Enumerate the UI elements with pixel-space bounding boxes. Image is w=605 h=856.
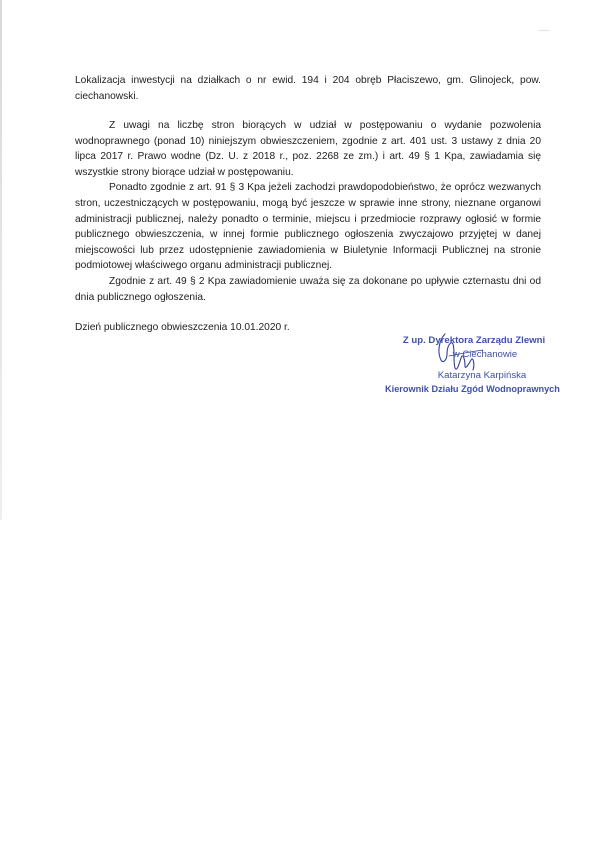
stamp-signatory-title: Kierownik Działu Zgód Wodnoprawnych [385, 383, 560, 394]
stamp-city-line: w Ciechanowie [452, 348, 518, 360]
notice-body [75, 118, 541, 305]
scan-edge-shadow [0, 0, 2, 520]
notice-paragraph-unknown-parties: Ponadto zgodnie z art. 91 § 3 Kpa jeżeli zachodzi prawdopodobieństwo, że oprócz wezwanych stron, uczestniczących w postępowaniu, mogą być jeszcze w sprawie inne strony, nieznane organowi administracji publicznej, należy ponadto o terminie, miejscu i przedmiocie rozprawy ogłosić w formie publicznego obwieszczenia, w innej formie publicznego ogłoszenia zwyczajowo przyjętej w danej miejscowości lub przez udostępnienie zawiadomienia w Biuletynie Informacji Publicznej na stronie podmiotowej właściwego organu administracji publicznej. [75, 182, 541, 272]
notice-date: Dzień publicznego obwieszczenia 10.01.2020 r. [75, 322, 290, 333]
stamp-signatory-name: Katarzyna Karpińska [437, 370, 527, 382]
official-stamp [385, 334, 560, 396]
location-paragraph: Lokalizacja inwestycji na działkach o nr ewid. 194 i 204 obręb Płaciszewo, gm. Glinojeck, pow. ciechanowski. [75, 75, 541, 102]
notice-paragraph-delivery: Zgodnie z art. 49 § 2 Kpa zawiadomienie uważa się za dokonane po upływie czternastu dni od dnia publicznego ogłoszenia. [75, 275, 541, 303]
scan-artifact [538, 30, 550, 31]
stamp-authority-line: Z up. Dyrektora Zarządu Zlewni [402, 335, 546, 346]
notice-paragraph-parties: Z uwagi na liczbę stron biorących w udział w postępowaniu o wydanie pozwolenia wodnoprawnego (ponad 10) niniejszym obwieszczeniem, zgodnie z art. 401 ust. 3 ustawy z dnia 20 lipca 2017 r. Prawo wodne (Dz. U. z 2018 r., poz. 2268 ze zm.) i art. 49 § 1 Kpa, zawiadamia się wszystkie strony biorące udział w postępowaniu. [75, 120, 541, 178]
investment-location [75, 73, 541, 104]
